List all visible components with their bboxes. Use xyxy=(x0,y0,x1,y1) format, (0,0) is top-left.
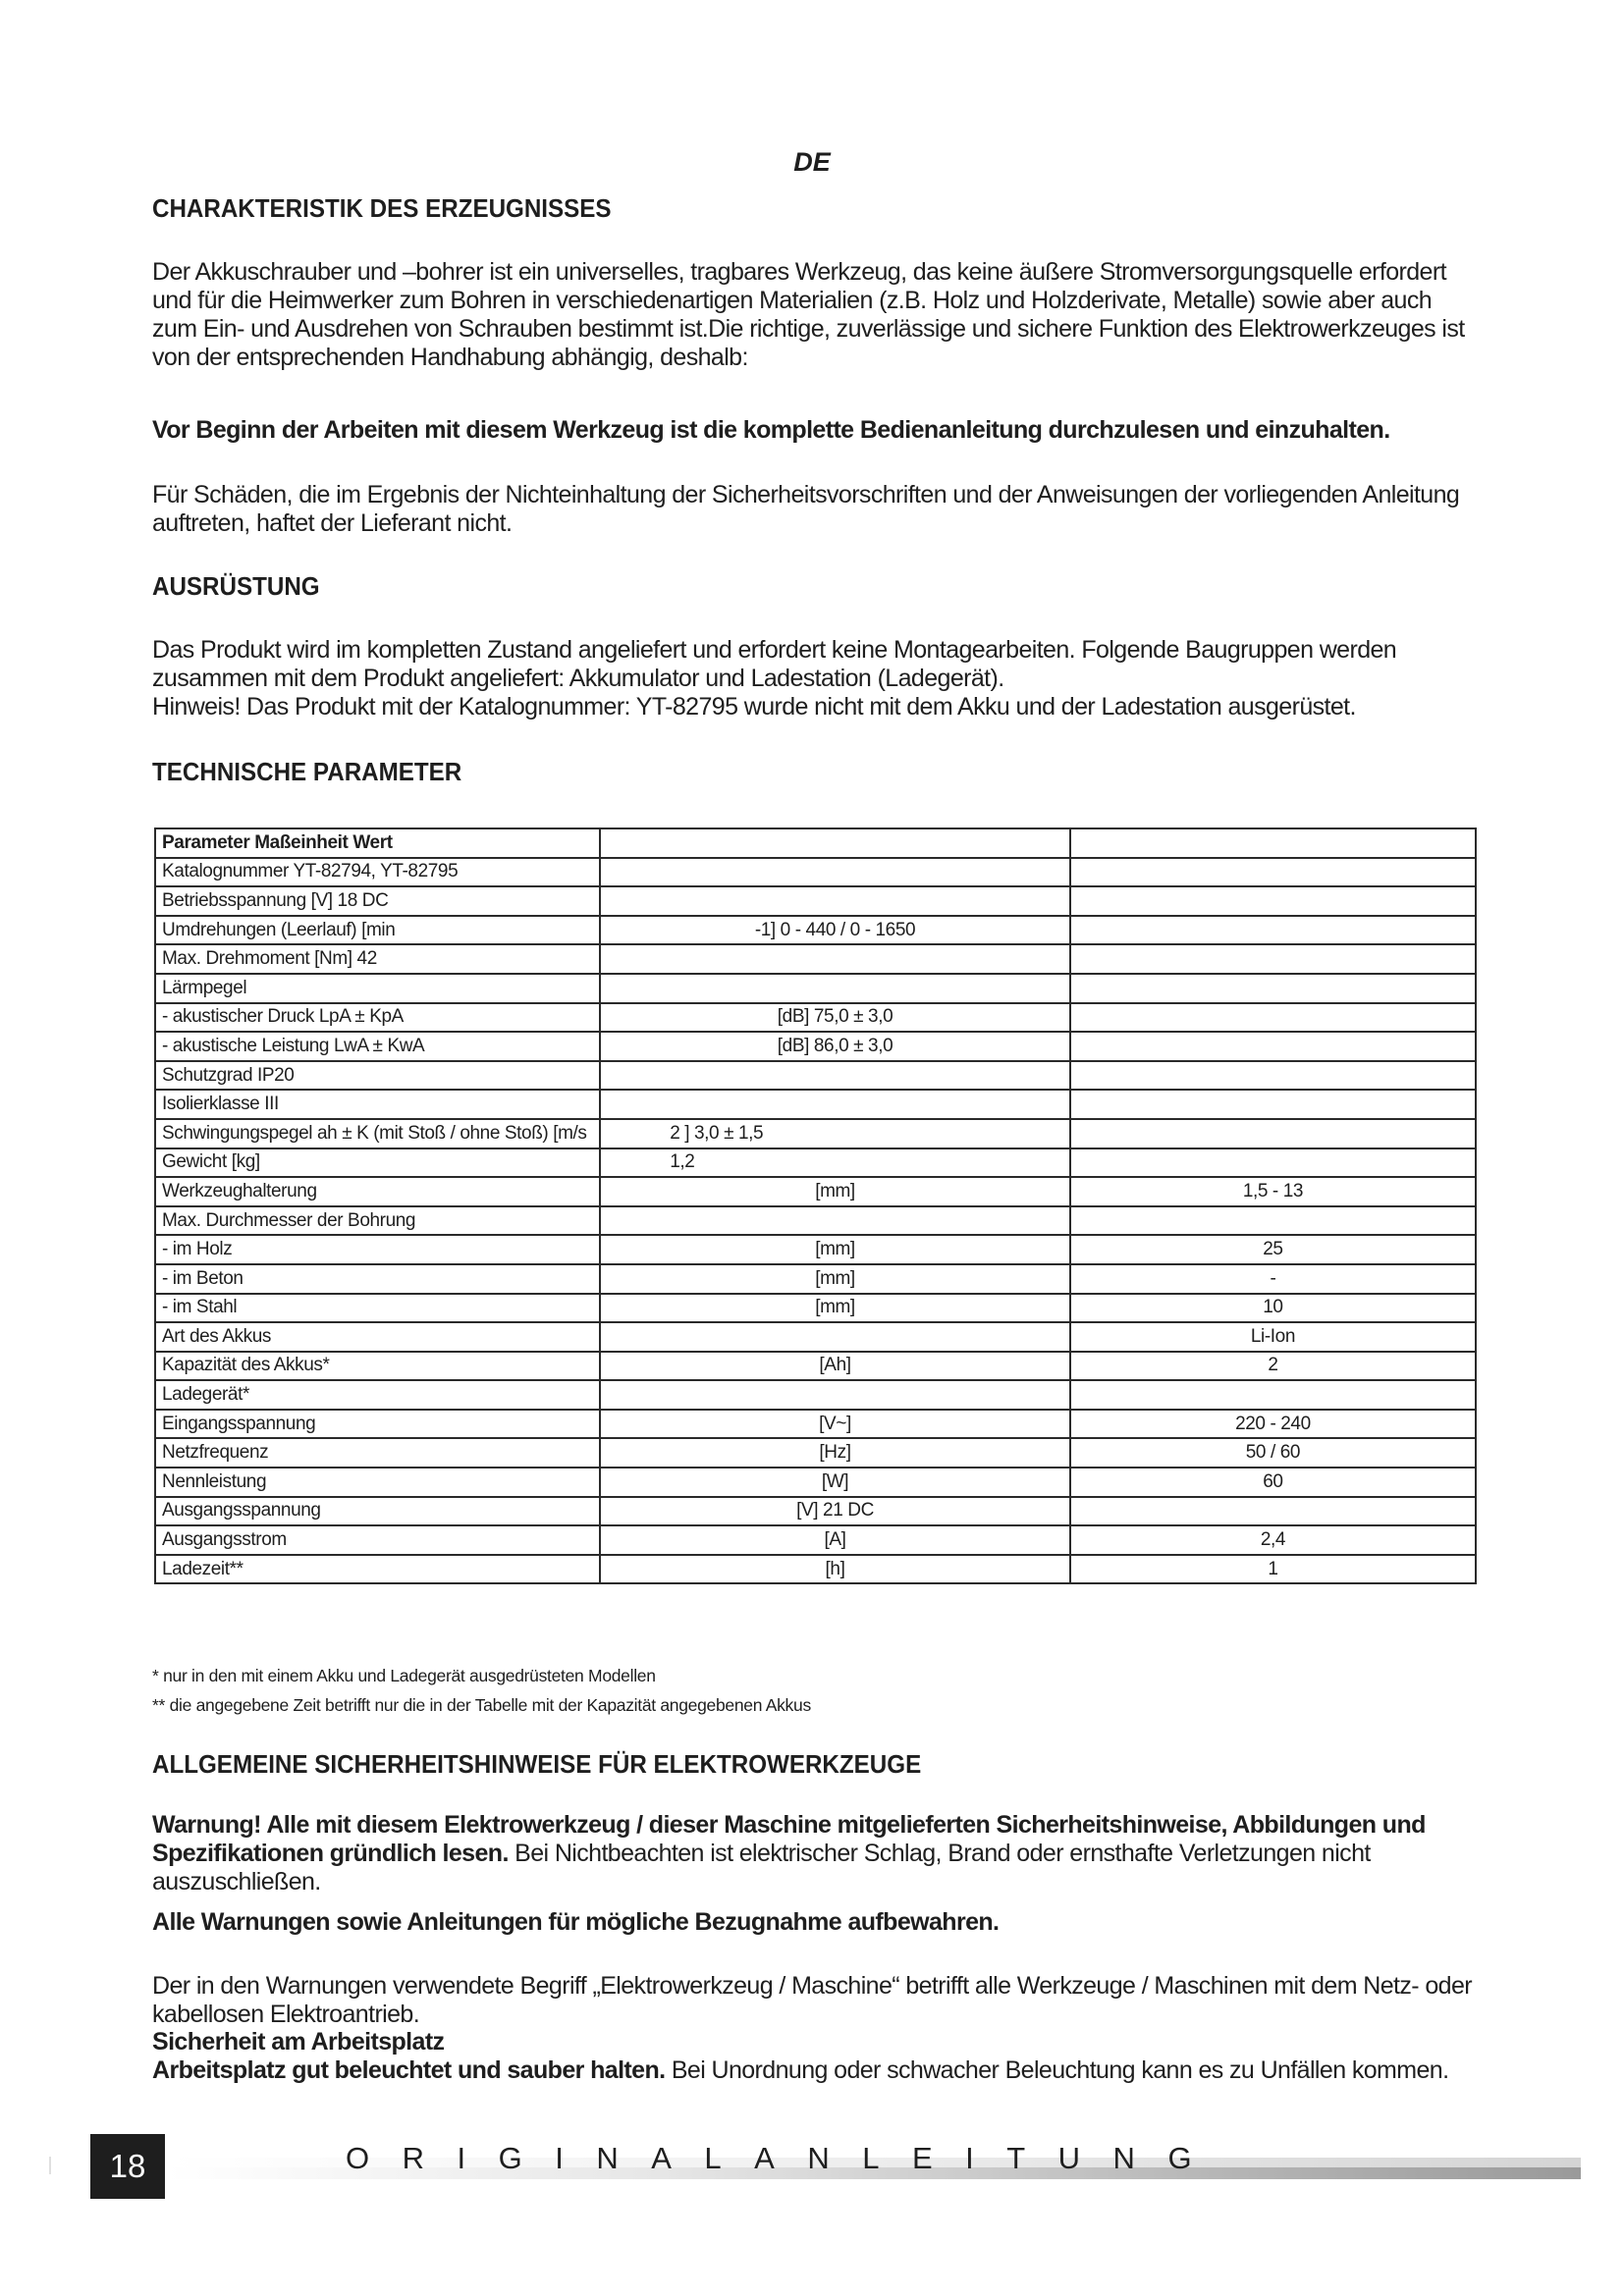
table-row xyxy=(155,1380,1476,1410)
table-cell: 1,2 xyxy=(600,1148,1070,1178)
table-row xyxy=(155,1177,1476,1206)
table-cell xyxy=(1070,1148,1476,1178)
table-cell xyxy=(1070,1032,1476,1061)
table-cell: Betriebsspannung [V] 18 DC xyxy=(155,886,600,916)
table-cell: 2 ] 3,0 ± 1,5 xyxy=(600,1119,1070,1148)
table-row xyxy=(155,1148,1476,1178)
table-cell: Isolierklasse III xyxy=(155,1090,600,1119)
workplace-paragraph xyxy=(152,2056,1478,2085)
table-cell: [dB] 86,0 ± 3,0 xyxy=(600,1032,1070,1061)
table-cell xyxy=(1070,916,1476,945)
table-row xyxy=(155,1235,1476,1264)
table-cell: [mm] xyxy=(600,1235,1070,1264)
table-cell: [mm] xyxy=(600,1294,1070,1323)
table-row xyxy=(155,1525,1476,1555)
table-cell: 2,4 xyxy=(1070,1525,1476,1555)
table-cell: 10 xyxy=(1070,1294,1476,1323)
table-cell: 50 / 60 xyxy=(1070,1438,1476,1468)
table-row xyxy=(155,1468,1476,1497)
workplace-rest: Bei Unordnung oder schwacher Beleuchtung kann es zu Unfällen kommen. xyxy=(665,2056,1449,2084)
table-row xyxy=(155,1322,1476,1352)
section-title-technical-parameters: TECHNISCHE PARAMETER xyxy=(152,757,462,786)
safety-warning-bold: Warnung! Alle mit diesem Elektrowerkzeug / dieser Maschine mitgelieferten Sicherheitshinweise, Abbildungen und Spezifikationen gründlich lesen. xyxy=(152,1811,1426,1867)
table-cell: - im Stahl xyxy=(155,1294,600,1323)
table-cell: - xyxy=(1070,1264,1476,1294)
table-cell xyxy=(1070,886,1476,916)
table-row xyxy=(155,858,1476,887)
keep-warnings-notice: Alle Warnungen sowie Anleitungen für mögliche Bezugnahme aufbewahren. xyxy=(152,1908,1000,1936)
table-cell: 220 - 240 xyxy=(1070,1410,1476,1439)
table-cell xyxy=(1070,944,1476,974)
table-row xyxy=(155,1032,1476,1061)
table-cell xyxy=(600,1206,1070,1236)
read-manual-notice: Vor Beginn der Arbeiten mit diesem Werkzeug ist die komplette Bedienanleitung durchzulesen und einzuhalten. xyxy=(152,416,1390,444)
characteristics-paragraph: Der Akkuschrauber und –bohrer ist ein universelles, tragbares Werkzeug, das keine äußere Stromversorgungsquelle erfordert und für die Heimwerker zum Bohren in verschiedenartigen Materialien (z.B. Holz und Holzderivate, Metalle) sowie aber auch zum Ein- und Ausdrehen von Schrauben bestimmt ist.Die richtige, zuverlässige und sichere Funktion des Elektrowerkzeuges ist von der entsprechenden Handhabung abhängig, deshalb: xyxy=(152,258,1465,371)
table-cell xyxy=(1070,1003,1476,1033)
table-cell: Umdrehungen (Leerlauf) [min xyxy=(155,916,600,945)
table-cell: Nennleistung xyxy=(155,1468,600,1497)
table-cell: [Ah] xyxy=(600,1352,1070,1381)
table-cell: - im Beton xyxy=(155,1264,600,1294)
table-cell: Schwingungspegel ah ± K (mit Stoß / ohne Stoß) [m/s xyxy=(155,1119,600,1148)
section-title-safety: ALLGEMEINE SICHERHEITSHINWEISE FÜR ELEKTROWERKZEUGE xyxy=(152,1749,922,1779)
table-cell xyxy=(1070,1206,1476,1236)
table-cell: [h] xyxy=(600,1555,1070,1584)
table-cell xyxy=(600,1090,1070,1119)
table-cell xyxy=(1070,1380,1476,1410)
table-cell: Max. Durchmesser der Bohrung xyxy=(155,1206,600,1236)
footer-original-manual: ORIGINALANLEITUNG xyxy=(346,2141,1225,2175)
table-row xyxy=(155,944,1476,974)
section-title-equipment: AUSRÜSTUNG xyxy=(152,571,320,601)
table-cell: Parameter Maßeinheit Wert xyxy=(155,828,600,858)
table-cell xyxy=(1070,1497,1476,1526)
table-cell: Eingangsspannung xyxy=(155,1410,600,1439)
table-cell: Gewicht [kg] xyxy=(155,1148,600,1178)
table-cell: [V~] xyxy=(600,1410,1070,1439)
table-cell: - im Holz xyxy=(155,1235,600,1264)
table-row xyxy=(155,1119,1476,1148)
technical-parameters-table xyxy=(154,828,1477,1584)
table-cell xyxy=(600,1322,1070,1352)
table-cell: -1] 0 - 440 / 0 - 1650 xyxy=(600,916,1070,945)
equipment-paragraph: Das Produkt wird im kompletten Zustand angeliefert und erfordert keine Montagearbeiten. Folgende Baugruppen werden zusammen mit dem Produkt angeliefert: Akkumulator und Ladestation (Ladegerät). xyxy=(152,636,1397,692)
table-cell xyxy=(1070,974,1476,1003)
table-cell xyxy=(600,944,1070,974)
table-cell: Katalognummer YT-82794, YT-82795 xyxy=(155,858,600,887)
language-code: DE xyxy=(793,147,831,177)
table-cell xyxy=(600,886,1070,916)
table-cell: Art des Akkus xyxy=(155,1322,600,1352)
term-definition-paragraph: Der in den Warnungen verwendete Begriff „Elektrowerkzeug / Maschine“ betrifft alle Werkzeuge / Maschinen mit dem Netz- oder kabellosen Elektroantrieb. xyxy=(152,1972,1472,2028)
table-cell xyxy=(600,1380,1070,1410)
table-cell: [dB] 75,0 ± 3,0 xyxy=(600,1003,1070,1033)
equipment-hint: Hinweis! Das Produkt mit der Katalognummer: YT-82795 wurde nicht mit dem Akku und der Ladestation ausgerüstet. xyxy=(152,693,1356,721)
table-row xyxy=(155,828,1476,858)
table-cell: Netzfrequenz xyxy=(155,1438,600,1468)
table-cell xyxy=(600,858,1070,887)
table-cell: Ladegerät* xyxy=(155,1380,600,1410)
table-cell xyxy=(1070,1090,1476,1119)
table-cell: - akustischer Druck LpA ± KpA xyxy=(155,1003,600,1033)
table-cell xyxy=(1070,1061,1476,1091)
table-row xyxy=(155,1352,1476,1381)
table-row xyxy=(155,1438,1476,1468)
table-row xyxy=(155,1003,1476,1033)
table-cell xyxy=(600,828,1070,858)
page-number: 18 xyxy=(90,2134,165,2199)
margin-mark xyxy=(49,2157,51,2174)
table-cell: 1,5 - 13 xyxy=(1070,1177,1476,1206)
table-cell: Ausgangsstrom xyxy=(155,1525,600,1555)
table-row xyxy=(155,1090,1476,1119)
workplace-bold: Arbeitsplatz gut beleuchtet und sauber halten. xyxy=(152,2056,666,2084)
table-row xyxy=(155,1410,1476,1439)
table-cell xyxy=(600,1061,1070,1091)
table-cell: 1 xyxy=(1070,1555,1476,1584)
table-cell xyxy=(1070,858,1476,887)
table-row xyxy=(155,916,1476,945)
table-cell: Kapazität des Akkus* xyxy=(155,1352,600,1381)
safety-warning-paragraph xyxy=(152,1811,1478,1896)
footnote-battery-models: * nur in den mit einem Akku und Ladegerät ausgedrüsteten Modellen xyxy=(152,1666,656,1685)
table-cell: [mm] xyxy=(600,1177,1070,1206)
table-row xyxy=(155,974,1476,1003)
table-cell: Li-Ion xyxy=(1070,1322,1476,1352)
table-row xyxy=(155,886,1476,916)
footnote-charging-time: ** die angegebene Zeit betrifft nur die in der Tabelle mit der Kapazität angegebenen Akkus xyxy=(152,1695,811,1715)
table-cell: [W] xyxy=(600,1468,1070,1497)
table-cell xyxy=(600,974,1070,1003)
table-row xyxy=(155,1264,1476,1294)
table-cell xyxy=(1070,828,1476,858)
safety-warning-rest: Bei Nichtbeachten ist elektrischer Schlag, Brand oder ernsthafte Verletzungen nicht auszuschließen. xyxy=(152,1840,1371,1896)
table-cell: 60 xyxy=(1070,1468,1476,1497)
table-cell: Lärmpegel xyxy=(155,974,600,1003)
table-cell xyxy=(1070,1119,1476,1148)
table-row xyxy=(155,1555,1476,1584)
section-title-characteristics: CHARAKTERISTIK DES ERZEUGNISSES xyxy=(152,193,612,223)
table-cell: 2 xyxy=(1070,1352,1476,1381)
liability-paragraph: Für Schäden, die im Ergebnis der Nichteinhaltung der Sicherheitsvorschriften und der Anweisungen der vorliegenden Anleitung auftreten, haftet der Lieferant nicht. xyxy=(152,481,1460,537)
table-row xyxy=(155,1497,1476,1526)
table-cell: [mm] xyxy=(600,1264,1070,1294)
subheading-workplace-safety: Sicherheit am Arbeitsplatz xyxy=(152,2028,445,2056)
table-cell: Ladezeit** xyxy=(155,1555,600,1584)
table-cell: Schutzgrad IP20 xyxy=(155,1061,600,1091)
table-cell: 25 xyxy=(1070,1235,1476,1264)
table-cell: - akustische Leistung LwA ± KwA xyxy=(155,1032,600,1061)
table-cell: [V] 21 DC xyxy=(600,1497,1070,1526)
table-row xyxy=(155,1061,1476,1091)
table-cell: Werkzeughalterung xyxy=(155,1177,600,1206)
table-cell: Ausgangsspannung xyxy=(155,1497,600,1526)
table-cell: [A] xyxy=(600,1525,1070,1555)
table-cell: Max. Drehmoment [Nm] 42 xyxy=(155,944,600,974)
table-row xyxy=(155,1294,1476,1323)
table-cell: [Hz] xyxy=(600,1438,1070,1468)
table-row xyxy=(155,1206,1476,1236)
